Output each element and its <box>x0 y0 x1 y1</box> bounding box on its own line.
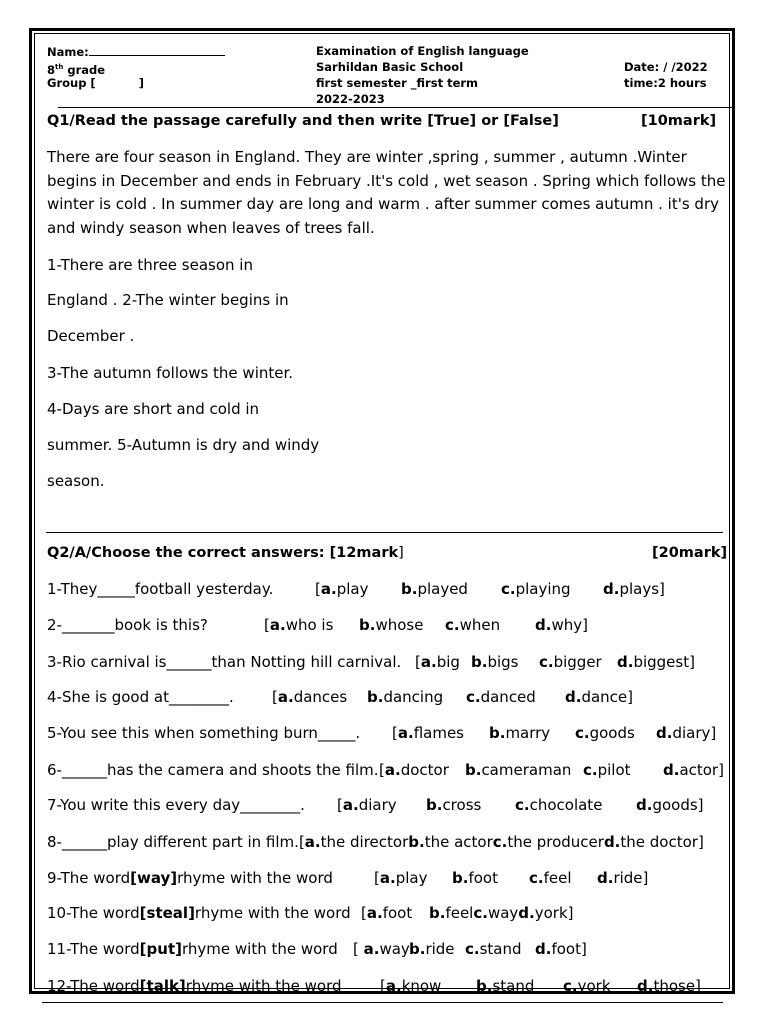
exam-title: Examination of English language <box>316 44 529 58</box>
q1-title: Q1/Read the passage carefully and then write [True] or [False] <box>47 113 559 129</box>
group-label: Group [ ] <box>47 76 144 90</box>
q2-item-9: 9-The word[way]rhyme with the word [a.play b.foot c.feel d.ride] <box>47 869 649 887</box>
year-label: 2022-2023 <box>316 92 385 106</box>
q2-item-12: 12-The word[talk]rhyme with the word [a.know b.stand c.york d.those] <box>47 977 701 995</box>
name-blank <box>89 43 225 56</box>
q1-line: summer. 5-Autumn is dry and windy <box>47 436 320 454</box>
section-divider <box>46 532 723 533</box>
q2-item-4: 4-She is good at________. [a.dances b.dancing c.danced d.dance] <box>47 688 633 706</box>
q1-passage: There are four season in England. They are winter ,spring , summer , autumn .Winter begins in December and ends in February .It's cold , wet season . Spring which follows the winter is cold . In summer day are long and warm . after summer comes autumn . it's dry and windy season when leaves of trees fall. <box>47 148 726 237</box>
q2-item-2: 2-_______book is this? [a.who is b.whose c.when d.why] <box>47 616 588 634</box>
q2-item-3: 3-Rio carnival is______than Notting hill carnival. [a.big b.bigs c.bigger d.biggest] <box>47 653 695 671</box>
q2-item-5: 5-You see this when something burn_____. [a.flames b.marry c.goods d.diary] <box>47 724 717 742</box>
grade-label: 8th grade <box>47 62 106 77</box>
school-name: Sarhildan Basic School <box>316 60 464 74</box>
q2-item-6: 6-______has the camera and shoots the film.[a.doctor b.cameraman c.pilot d.actor] <box>47 761 724 779</box>
q2-item-1: 1-They_____football yesterday. [a.play b.played c.playing d.plays] <box>47 580 665 598</box>
q1-mark: [10mark] <box>641 113 717 129</box>
time-label: time:2 hours <box>624 76 707 90</box>
name-field: Name: <box>47 43 225 60</box>
q1-line: season. <box>47 472 105 490</box>
header-divider <box>58 107 734 108</box>
q2-item-11: 11-The word[put]rhyme with the word [ a.wayb.ride c.stand d.foot] <box>47 940 587 958</box>
q1-line: December . <box>47 327 135 345</box>
q1-line: England . 2-The winter begins in <box>47 291 289 309</box>
q1-line: 3-The autumn follows the winter. <box>47 364 294 382</box>
q1-line: 1-There are three season in <box>47 256 253 274</box>
date-label: Date: / /2022 <box>624 60 708 74</box>
q2-item-10: 10-The word[steal]rhyme with the word [a.foot b.feelc.wayd.york] <box>47 904 574 922</box>
q1-line: 4-Days are short and cold in <box>47 400 260 418</box>
q2-title: Q2/A/Choose the correct answers: [12mark] <box>47 545 404 561</box>
q2-item-7: 7-You write this every day________. [a.diary b.cross c.chocolate d.goods] <box>47 796 704 814</box>
q2-mark: [20mark] <box>652 545 728 561</box>
q2-item-8: 8-______play different part in film.[a.the directorb.the actorc.the producerd.the doctor] <box>47 833 704 851</box>
semester-label: first semester _first term <box>316 76 479 90</box>
bottom-rule <box>42 1002 723 1003</box>
